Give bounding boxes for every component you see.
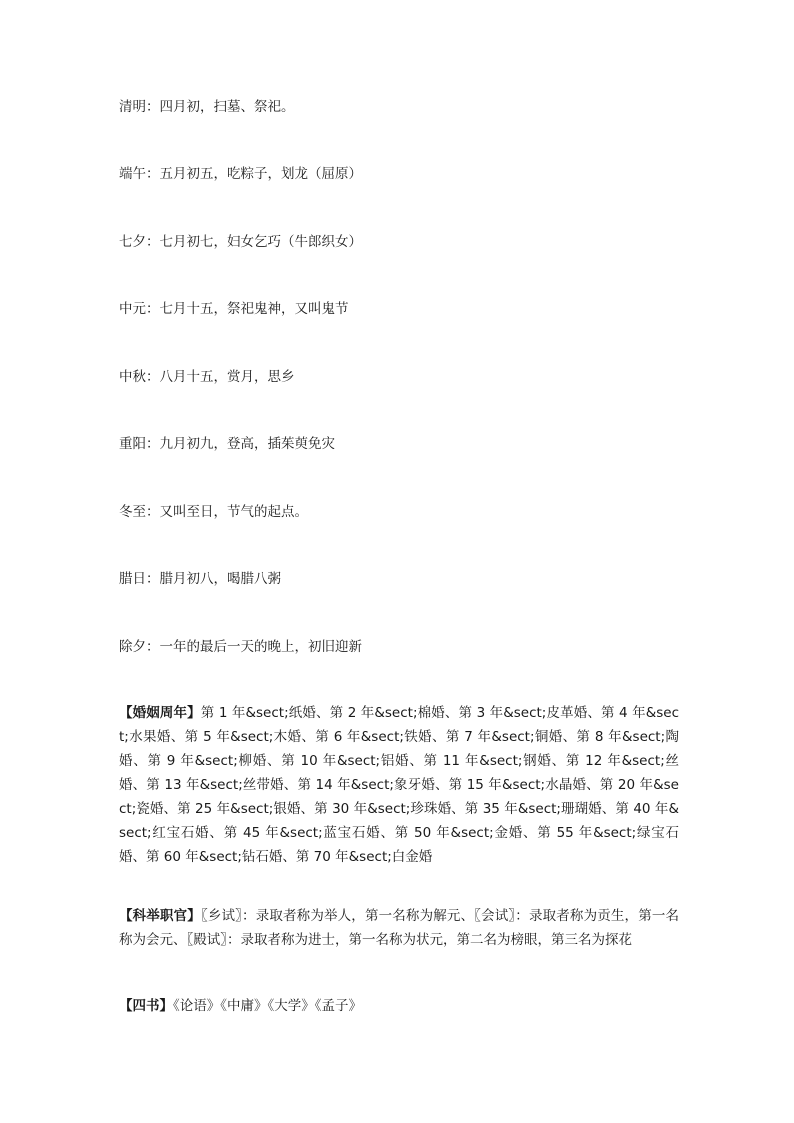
anniversary-paragraph (119, 701, 679, 869)
exams-heading: 【科举职官】 (119, 908, 201, 924)
anniversary-heading: 【婚姻周年】 (119, 705, 201, 721)
four-books-heading: 【四书】 (119, 998, 173, 1014)
festival-line-dongzhi: 冬至：又叫至日，节气的起点。 (119, 504, 308, 520)
festival-line-qingming: 清明：四月初，扫墓、祭祀。 (119, 99, 295, 115)
anniversary-body: 第 1 年&sect;纸婚、第 2 年&sect;棉婚、第 3 年&sect;皮革婚、第 4 年&sect;水果婚、第 5 年&sect;木婚、第 6 年&sect;铁婚、第 7 年&sect;铜婚、第 8 年&sect;陶婚、第 9 年&sect;柳婚、第 10 年&sect;铝婚、第 11 年&sect;钢婚、第 12 年&sect;丝婚、第 13 年&sect;丝带婚、第 14 年&sect;象牙婚、第 15 年&sect;水晶婚、第 20 年&sect;瓷婚、第 25 年&sect;银婚、第 30 年&sect;珍珠婚、第 35 年&sect;珊瑚婚、第 40 年&sect;红宝石婚、第 45 年&sect;蓝宝石婚、第 50 年&sect;金婚、第 55 年&sect;绿宝石婚、第 60 年&sect;钻石婚、第 70 年&sect;白金婚 (119, 705, 679, 865)
festival-line-zhongqiu: 中秋：八月十五，赏月，思乡 (119, 369, 295, 385)
four-books-body: 《论语》《中庸》《大学》《孟子》 (173, 998, 362, 1014)
exams-paragraph (119, 904, 679, 952)
festival-line-lari: 腊日：腊月初八，喝腊八粥 (119, 571, 281, 587)
festival-line-chuxi: 除夕：一年的最后一天的晚上，初旧迎新 (119, 639, 362, 655)
festival-line-zhongyuan: 中元：七月十五，祭祀鬼神，又叫鬼节 (119, 301, 349, 317)
festival-line-chongyang: 重阳：九月初九，登高，插茱萸免灾 (119, 436, 335, 452)
four-books-paragraph (119, 994, 679, 1018)
festival-line-duanwu: 端午：五月初五，吃粽子，划龙（屈原） (119, 166, 362, 182)
festival-line-qixi: 七夕：七月初七，妇女乞巧（牛郎织女） (119, 234, 362, 250)
exams-body: 〖乡试〗：录取者称为举人，第一名称为解元、〖会试〗：录取者称为贡生，第一名称为会元、〖殿试〗：录取者称为进士，第一名称为状元，第二名为榜眼，第三名为探花 (119, 908, 680, 948)
